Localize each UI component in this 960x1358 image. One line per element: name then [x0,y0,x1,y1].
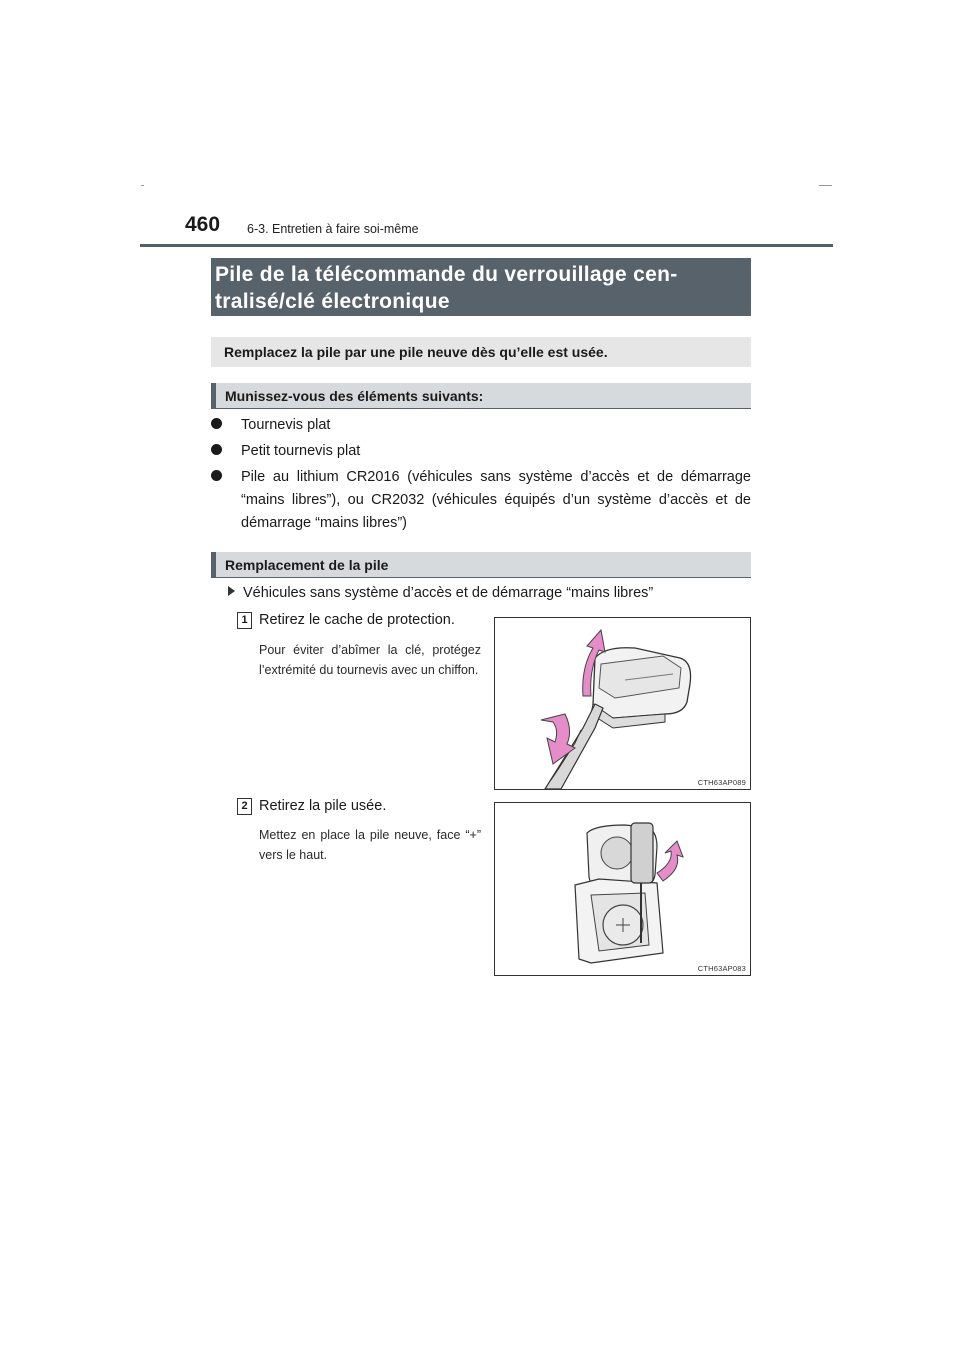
step-number-1: 1 [237,612,252,629]
step-note-1: Pour éviter d’abîmer la clé, protégez l’extrémité du tournevis avec un chiffon. [259,643,481,677]
crop-mark-left [141,185,144,186]
page-number: 460 [185,213,221,236]
header-rule [140,244,833,247]
list-item-text: Tournevis plat [241,417,331,433]
battery-illustration [495,803,750,975]
vehicle-note-text: Véhicules sans système d’accès et de démarrage “mains libres” [243,585,654,601]
key-cover-illustration [495,618,750,789]
title-line-2: tralisé/clé électronique [215,290,450,313]
crop-mark-right [819,185,832,186]
list-item [211,466,751,538]
step-title-1: Retirez le cache de protection. [259,612,455,628]
bullet-icon [211,444,222,455]
figure-code: CTH63AP083 [697,964,746,973]
step-title-2: Retirez la pile usée. [259,798,387,814]
section-label: 6-3. Entretien à faire soi-même [247,222,419,236]
list-item [211,440,751,463]
step-number-2: 2 [237,798,252,815]
step-note-2: Mettez en place la pile neuve, face “+” vers le haut. [259,828,481,862]
intro-box: Remplacez la pile par une pile neuve dès qu’elle est usée. [211,337,751,367]
bullet-icon [211,470,222,481]
figure-remove-battery [494,802,751,976]
title-line-1: Pile de la télécommande du verrouillage cen- [215,263,678,286]
figure-remove-cover [494,617,751,790]
triangle-icon [228,586,235,596]
replacement-heading: Remplacement de la pile [211,552,751,578]
figure-code: CTH63AP089 [697,778,746,787]
list-item-text: Pile au lithium CR2016 (véhicules sans système d’accès et de démarrage “mains libres”), ou CR2032 (véhicules équipés d’un système d’accès et de démarrage “mains libres”) [241,469,751,531]
bullet-icon [211,418,222,429]
list-item-text: Petit tournevis plat [241,443,361,459]
list-item [211,414,751,437]
vehicle-note [228,583,653,603]
items-heading: Munissez-vous des éléments suivants: [211,383,751,409]
page-title [211,258,751,316]
